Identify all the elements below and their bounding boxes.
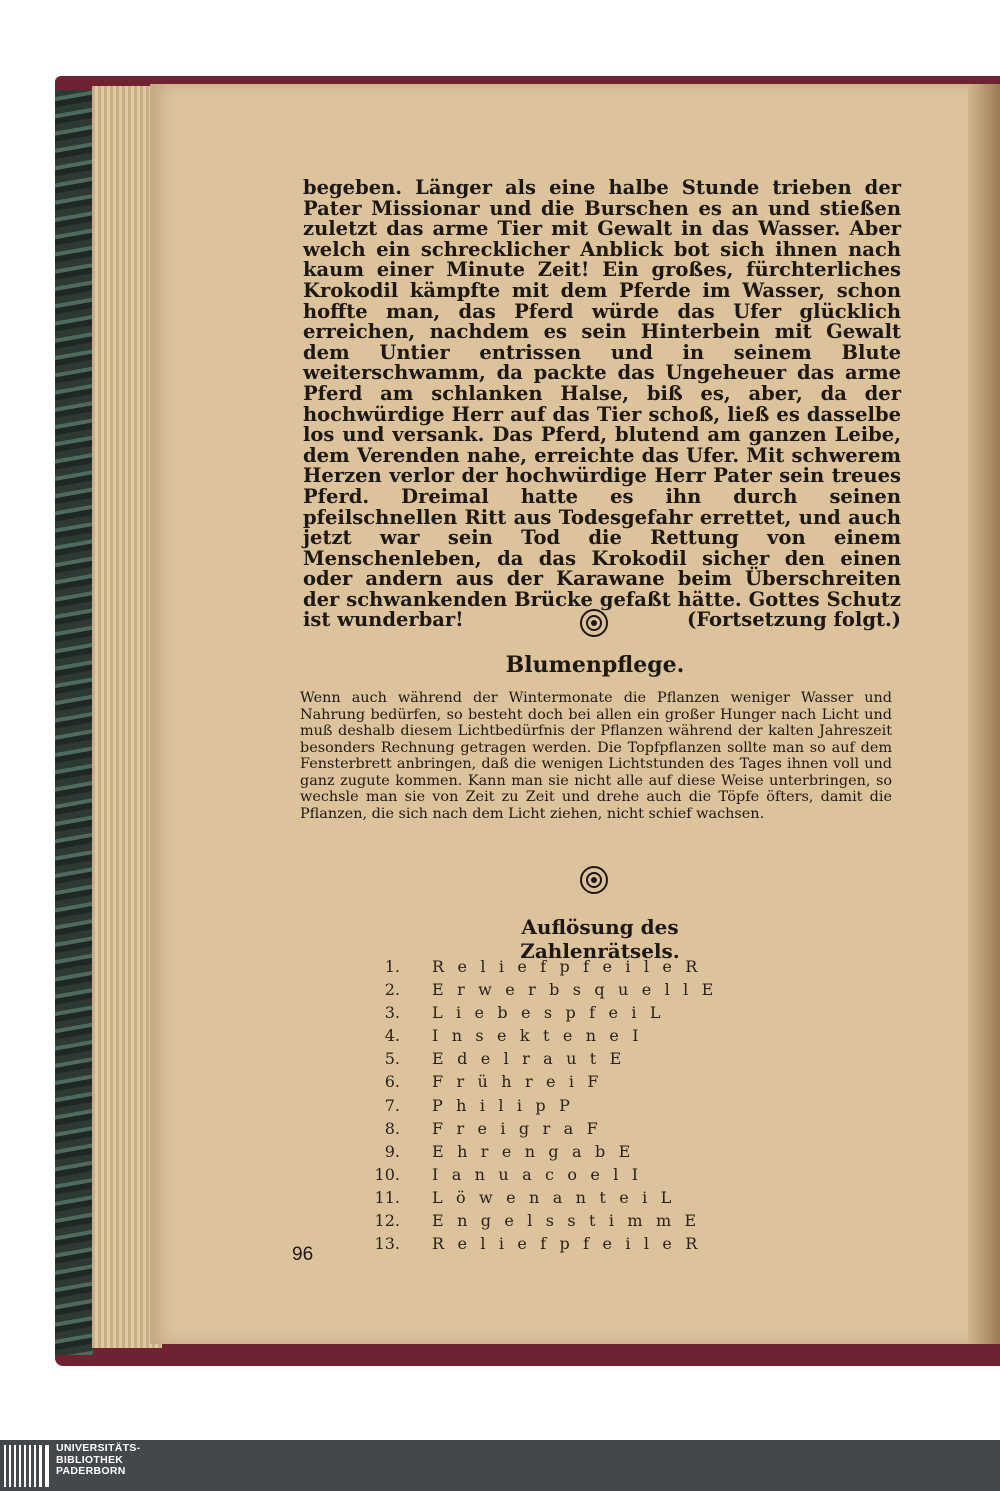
row-word: LöwenanteiL: [432, 1187, 685, 1207]
row-number: 1.: [384, 957, 400, 976]
story-text: begeben. Länger als eine halbe Stunde trieben der Pater Missionar und die Burschen es an und stießen zuletzt das arme Tier mit Gewalt in das Wasser. Aber welch ein schrecklicher Anblick bot sich ihnen nach kaum einer Minute Zeit! Ein großes, fürchterliches Krokodil kämpfte mit dem Pferde im Wasser, schon hoffte man, das Pferd würde das Ufer glücklich erreichen, nachdem es sein Hinterbein mit Gewalt dem Untier entrissen und in seinem Blute weiterschwamm, da packte das Ungeheuer das arme Pferd am schlanken Halse, biß es, aber, da der hochwürdige Herr auf das Tier schoß, ließ es dasselbe los und versank. Das Pferd, blutend am ganzen Leibe, dem Verenden nahe, erreichte das Ufer. Mit schwerem Herzen verlor der hochwürdige Herr Pater sein treues Pferd. Dreimal hatte es ihn durch seinen pfeilschnellen Ritt aus Todesgefahr errettet, und auch jetzt war sein Tod die Rettung von einem Menschenleben, da das Krokodil sicher den einen oder andern aus der Karawane beim Überschreiten der schwankenden Brücke gefaßt hätte. Gottes Schutz ist wunderbar!: [303, 176, 901, 632]
row-number: 2.: [384, 980, 400, 1000]
row-word: ReliefpfeileR: [432, 957, 711, 976]
row-number: 4.: [384, 1026, 400, 1046]
page-number: 96: [292, 1244, 314, 1265]
story-paragraph: [303, 178, 901, 631]
row-word: LiebespfeiL: [432, 1003, 674, 1023]
solution-row: [368, 1094, 828, 1117]
row-word: ErwerbsquellE: [432, 980, 727, 1000]
library-name-line1: UNIVERSITÄTS-: [56, 1442, 141, 1454]
solution-row: [368, 955, 828, 978]
row-word: ReliefpfeileR: [432, 1234, 711, 1254]
row-number: 3.: [384, 1003, 400, 1023]
row-number: 6.: [384, 1072, 400, 1092]
solution-heading: Auflösung des Zahlenrätsels.: [520, 915, 680, 963]
section-paragraph: Wenn auch während der Wintermonate die Pflanzen weniger Wasser und Nahrung bedürfen, so besteht doch bei allen ein großer Hunger nach Licht und muß deshalb diesem Lichtbedürfnis der Pflanzen während der kalten Jahreszeit besonders Rechnung getragen werden. Die Topfpflanzen sollte man so auf dem Fensterbrett anbringen, daß die wenigen Lichtstunden des Tages ihnen voll und ganz zugute kommen. Kann man sie nicht alle auf diese Weise unterbringen, so wechsle man sie von Zeit zu Zeit und drehe auch die Töpfe öfters, damit die Pflanzen, die sich nach dem Licht ziehen, nicht schief wachsen.: [300, 690, 892, 822]
library-name-line3: PADERBORN: [56, 1465, 126, 1477]
row-number: 13.: [374, 1234, 400, 1254]
solution-row: [368, 1070, 828, 1093]
ornament-icon: [580, 866, 608, 894]
row-number: 10.: [374, 1164, 400, 1184]
solution-row: [368, 1209, 828, 1232]
marbled-spine: [55, 90, 93, 1355]
solution-row: [368, 1140, 828, 1163]
row-word: InsekteneI: [432, 1026, 652, 1046]
page-gutter: [968, 84, 1000, 1344]
row-word: PhilipP: [432, 1095, 584, 1115]
row-word: FrühreiF: [432, 1072, 612, 1092]
section-heading: Blumenpflege.: [505, 652, 685, 678]
solution-row: [368, 1186, 828, 1209]
solution-row: [368, 978, 828, 1001]
row-word: EngelsstimmE: [432, 1211, 710, 1231]
solution-row: [368, 1001, 828, 1024]
row-number: 11.: [374, 1187, 400, 1207]
solution-row: [368, 1047, 828, 1070]
solution-row: [368, 1232, 828, 1255]
row-word: IanuacoelI: [432, 1164, 652, 1184]
library-footer: [0, 1440, 1000, 1491]
ornament-icon: [580, 609, 608, 637]
row-number: 12.: [374, 1211, 400, 1231]
row-number: 5.: [384, 1049, 400, 1069]
solution-row: [368, 1163, 828, 1186]
row-number: 7.: [384, 1095, 400, 1115]
library-name: [56, 1443, 140, 1478]
continuation-note: (Fortsetzung folgt.): [687, 608, 901, 632]
row-number: 8.: [384, 1118, 400, 1138]
row-number: 9.: [384, 1141, 400, 1161]
row-word: FreigraF: [432, 1118, 612, 1138]
solution-list: [368, 955, 828, 1255]
library-name-line2: BIBLIOTHEK: [56, 1453, 124, 1466]
row-word: EdelrautE: [432, 1049, 635, 1069]
row-word: EhrengabE: [432, 1141, 644, 1161]
solution-row: [368, 1117, 828, 1140]
solution-row: [368, 1024, 828, 1047]
library-logo-icon: [4, 1445, 50, 1487]
